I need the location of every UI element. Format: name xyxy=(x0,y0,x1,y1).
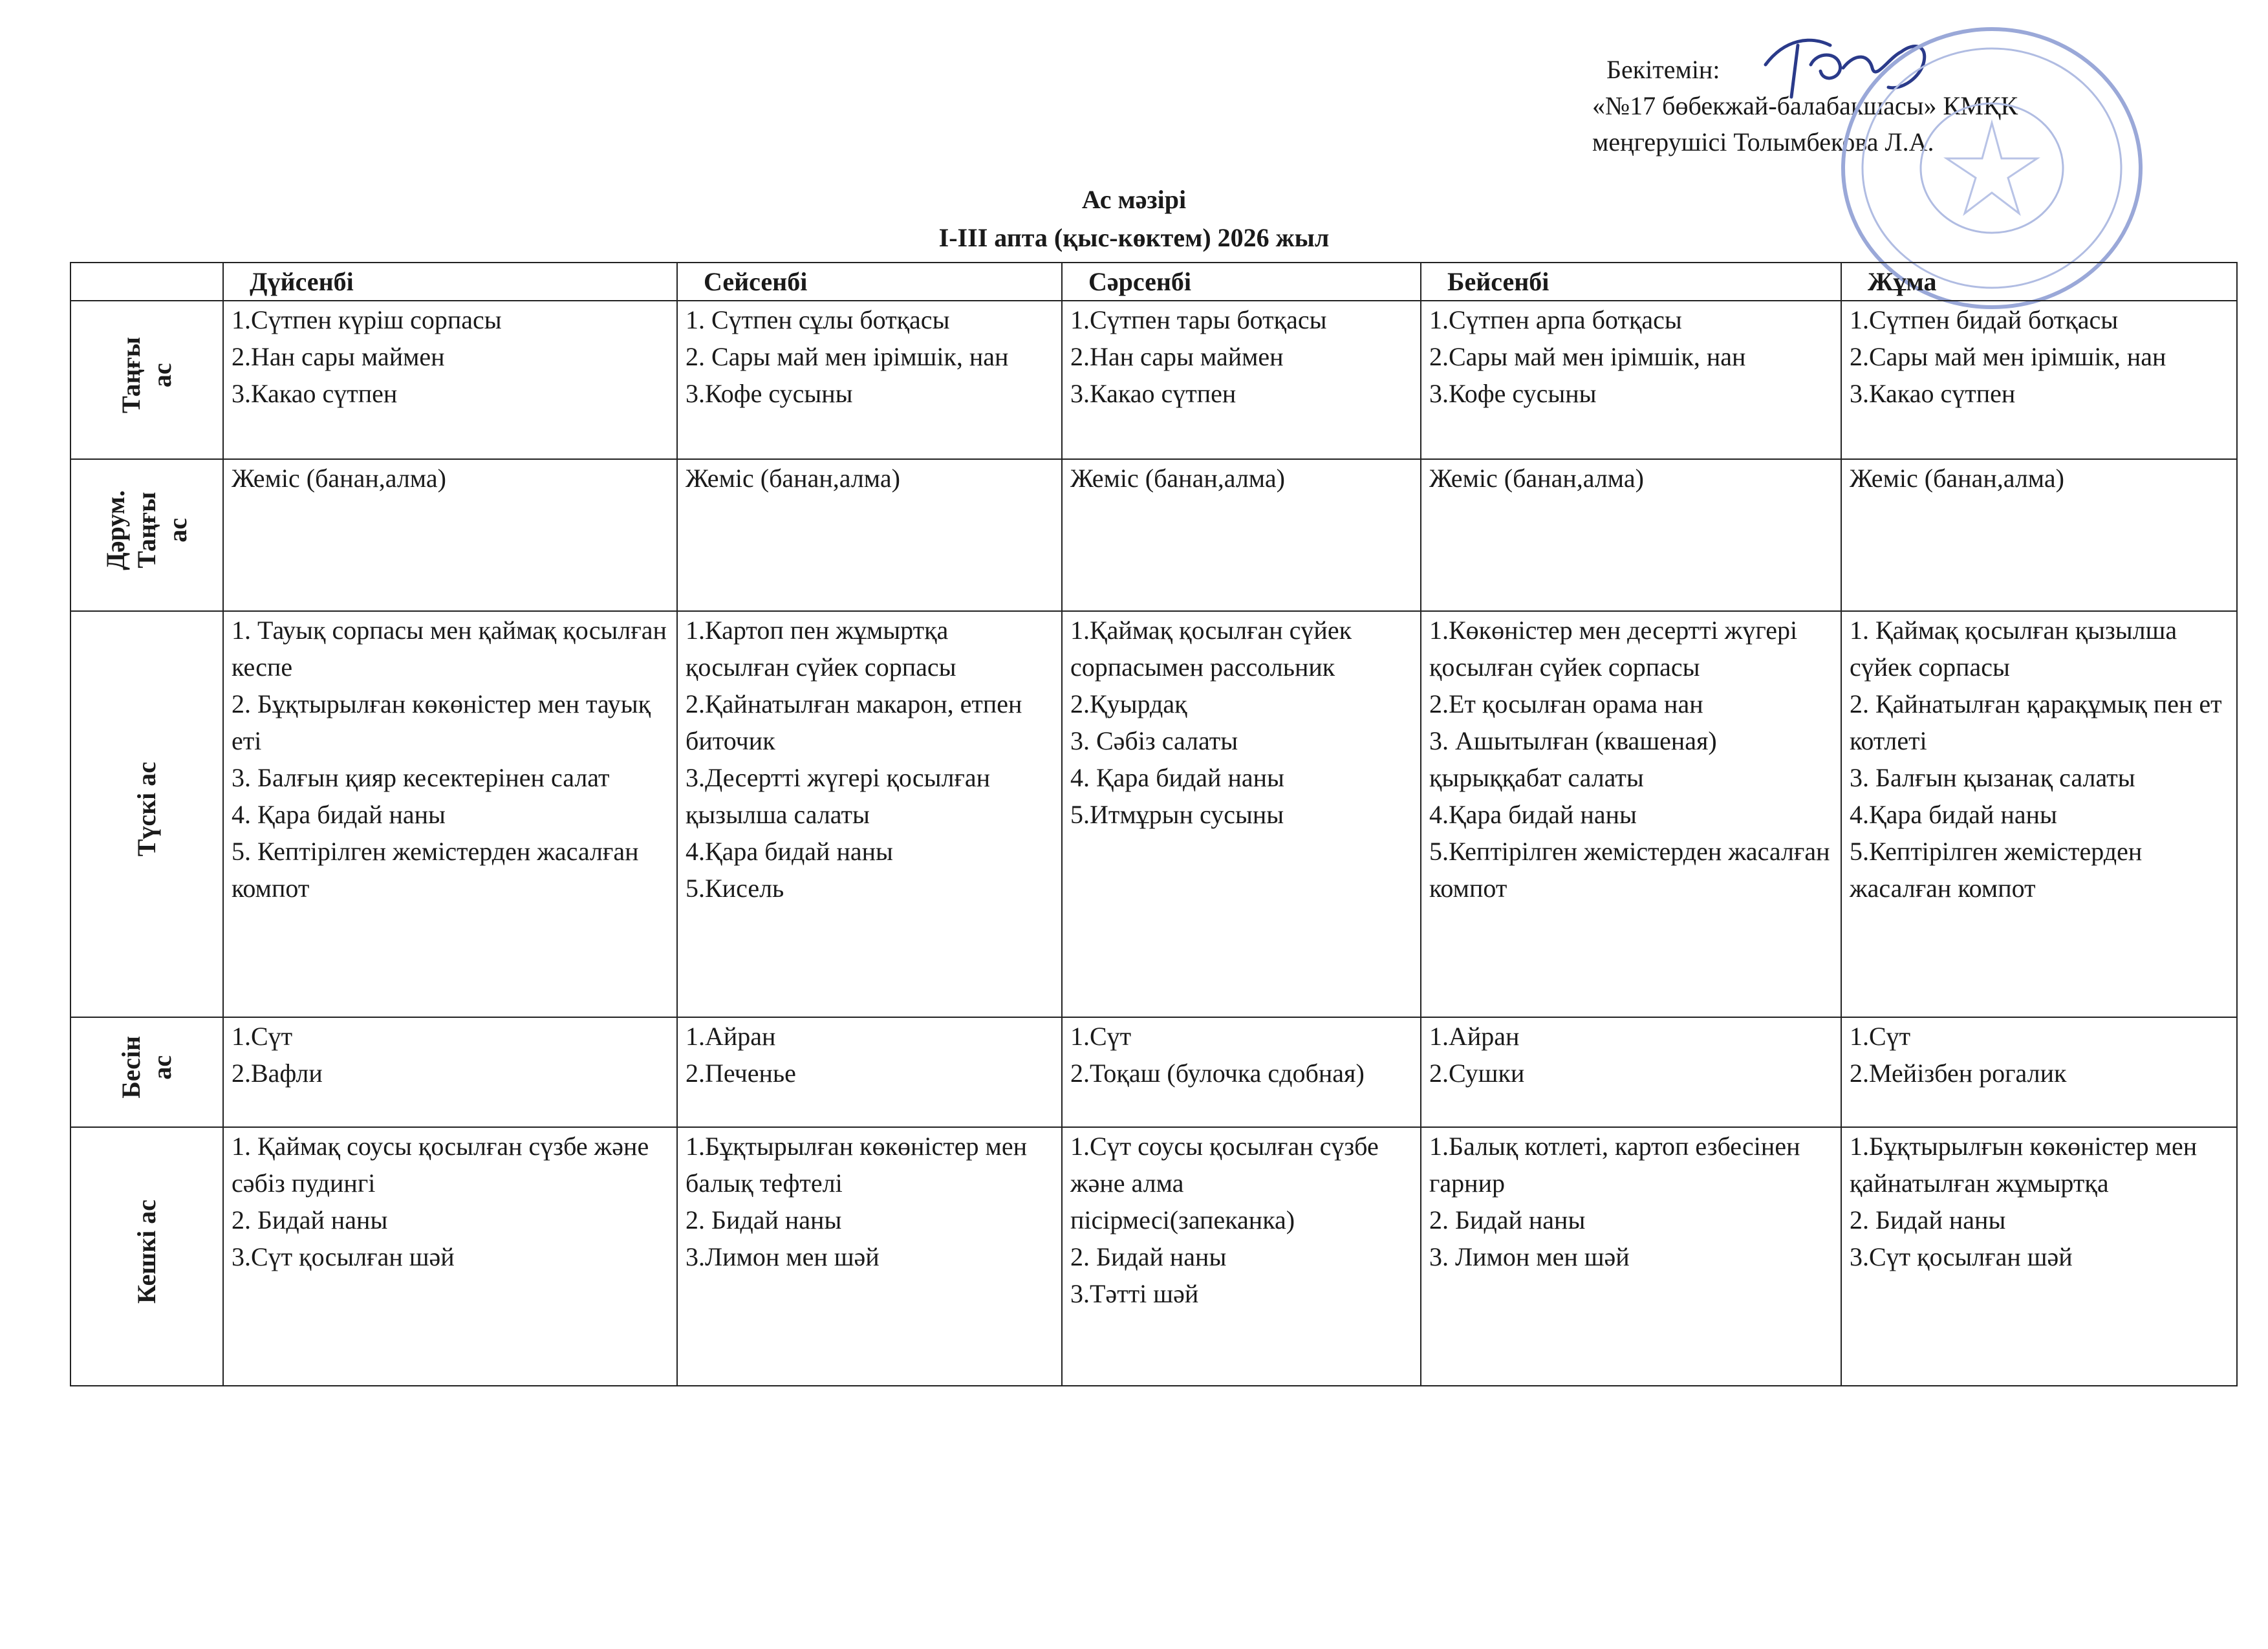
dish-item: 1.Айран xyxy=(686,1022,776,1051)
meal-label-text: Кешкі ас xyxy=(132,1200,161,1304)
dish-item: 1. Тауық сорпасы мен қаймақ қосылған кеспе xyxy=(232,616,667,682)
dish-item: 2.Вафли xyxy=(232,1059,323,1088)
dish-item: 2. Бұқтырылған көкөністер мен тауық еті xyxy=(232,689,651,755)
dish-item: 2. Бидай наны xyxy=(232,1205,388,1234)
dish-item: 1.Сүт xyxy=(1070,1022,1132,1051)
dish-item: 3.Кофе сусыны xyxy=(686,379,853,408)
menu-cell xyxy=(1421,301,1841,459)
menu-cell xyxy=(223,611,677,1017)
day-header: Сейсенбі xyxy=(677,263,1062,301)
dish-item: 2.Сушки xyxy=(1429,1059,1525,1088)
meal-label-text: Таңғы ас xyxy=(116,336,177,414)
dish-item: 1.Бұқтырылғын көкөністер мен қайнатылған жұмыртқа xyxy=(1850,1132,2198,1198)
dish-item: 5.Кисель xyxy=(686,874,784,903)
menu-cell xyxy=(1421,1127,1841,1386)
dish-item: 1.Сүт соусы қосылған сүзбе және алма пісірмесі(запеканка) xyxy=(1070,1132,1379,1234)
dish-item: 1. Сүтпен сұлы ботқасы xyxy=(686,305,950,334)
approval-head: меңгерушісі Толымбекова Л.А. xyxy=(1592,127,1934,156)
menu-cell xyxy=(1421,1017,1841,1127)
dish-item: 3. Лимон мен шәй xyxy=(1429,1242,1630,1271)
dish-item: 2. Бидай наны xyxy=(1070,1242,1227,1271)
dish-item: 1.Сүтпен күріш сорпасы xyxy=(232,305,502,334)
meal-label xyxy=(70,459,223,611)
dish-item: 1.Балық котлеті, картоп езбесінен гарнир xyxy=(1429,1132,1800,1198)
dish-item: 1.Бұқтырылған көкөністер мен балық тефтелі xyxy=(686,1132,1028,1198)
meal-label xyxy=(70,611,223,1017)
menu-cell xyxy=(223,1127,677,1386)
menu-cell xyxy=(1421,459,1841,611)
dish-item: 3.Какао сүтпен xyxy=(232,379,398,408)
approval-label: Бекітемін: xyxy=(1606,55,1720,84)
dish-item: 5.Кептірілген жемістерден жасалған компот xyxy=(1850,837,2143,903)
dish-item: 2. Сары май мен ірімшік, нан xyxy=(686,342,1009,371)
meal-label xyxy=(70,1017,223,1127)
dish-item: Жеміс (банан,алма) xyxy=(686,464,900,493)
dish-item: 4.Қара бидай наны xyxy=(1429,800,1637,829)
dish-item: 2.Сары май мен ірімшік, нан xyxy=(1429,342,1746,371)
menu-cell xyxy=(223,1017,677,1127)
table-row xyxy=(70,611,2237,1017)
dish-item: 3. Ашытылған (квашеная) қырыққабат салаты xyxy=(1429,726,1717,792)
dish-item: 5. Кептірілген жемістерден жасалған компот xyxy=(232,837,639,903)
dish-item: 1.Сүтпен бидай ботқасы xyxy=(1850,305,2119,334)
dish-item: 4. Қара бидай наны xyxy=(1070,763,1284,792)
dish-item: 3.Тәтті шәй xyxy=(1070,1279,1199,1308)
dish-item: 1.Картоп пен жұмыртқа қосылған сүйек сорпасы xyxy=(686,616,956,682)
day-header: Дүйсенбі xyxy=(223,263,677,301)
table-row xyxy=(70,1127,2237,1386)
dish-item: Жеміс (банан,алма) xyxy=(1070,464,1285,493)
dish-item: 1.Сүт xyxy=(1850,1022,1911,1051)
dish-item: 3.Десертті жүгері қосылған қызылша салаты xyxy=(686,763,991,829)
menu-cell xyxy=(1062,459,1421,611)
menu-cell xyxy=(223,301,677,459)
dish-item: 2.Нан сары маймен xyxy=(1070,342,1284,371)
page-title: Ас мәзірі xyxy=(1081,185,1187,214)
menu-cell xyxy=(1062,611,1421,1017)
dish-item: 3.Какао сүтпен xyxy=(1850,379,2016,408)
dish-item: 2. Бидай наны xyxy=(1429,1205,1586,1234)
dish-item: Жеміс (банан,алма) xyxy=(1850,464,2064,493)
approval-organization: «№17 бөбекжай-балабакшасы» КМҚК xyxy=(1592,91,2018,120)
dish-item: 1.Сүт xyxy=(232,1022,293,1051)
page-subtitle: I-III апта (қыс-көктем) 2026 жыл xyxy=(938,223,1330,252)
menu-cell xyxy=(677,611,1062,1017)
menu-cell xyxy=(223,459,677,611)
table-row xyxy=(70,301,2237,459)
menu-cell xyxy=(1841,611,2237,1017)
dish-item: 5.Итмұрын сусыны xyxy=(1070,800,1284,829)
dish-item: 3. Балғын қияр кесектерінен салат xyxy=(232,763,610,792)
dish-item: 2.Мейізбен рогалик xyxy=(1850,1059,2067,1088)
dish-item: 2.Сары май мен ірімшік, нан xyxy=(1850,342,2166,371)
dish-item: 1.Сүтпен тары ботқасы xyxy=(1070,305,1327,334)
dish-item: 1.Сүтпен арпа ботқасы xyxy=(1429,305,1682,334)
dish-item: 2. Бидай наны xyxy=(686,1205,842,1234)
table-header-row xyxy=(70,263,2237,301)
dish-item: 5.Кептірілген жемістерден жасалған компот xyxy=(1429,837,1830,903)
dish-item: 3.Сүт қосылған шәй xyxy=(1850,1242,2073,1271)
day-header: Сәрсенбі xyxy=(1062,263,1421,301)
dish-item: 1.Айран xyxy=(1429,1022,1520,1051)
day-header: Жұма xyxy=(1841,263,2237,301)
menu-cell xyxy=(677,301,1062,459)
day-header: Бейсенбі xyxy=(1421,263,1841,301)
menu-cell xyxy=(1062,301,1421,459)
dish-item: 4.Қара бидай наны xyxy=(686,837,893,866)
dish-item: 1. Қаймақ қосылған қызылша сүйек сорпасы xyxy=(1850,616,2177,682)
header-corner xyxy=(70,263,223,301)
dish-item: 2.Ет қосылған орама нан xyxy=(1429,689,1703,718)
dish-item: 3. Сәбіз салаты xyxy=(1070,726,1238,755)
dish-item: Жеміс (банан,алма) xyxy=(1429,464,1644,493)
meal-label xyxy=(70,1127,223,1386)
menu-cell xyxy=(1062,1017,1421,1127)
dish-item: 3.Какао сүтпен xyxy=(1070,379,1237,408)
dish-item: 3.Сүт қосылған шәй xyxy=(232,1242,455,1271)
dish-item: 2.Печенье xyxy=(686,1059,796,1088)
menu-cell xyxy=(1841,301,2237,459)
dish-item: 4.Қара бидай наны xyxy=(1850,800,2057,829)
dish-item: 2. Қайнатылған қарақұмық пен ет котлеті xyxy=(1850,689,2222,755)
dish-item: 1. Қаймақ соусы қосылған сүзбе және сәбіз пудингі xyxy=(232,1132,649,1198)
table-row xyxy=(70,1017,2237,1127)
dish-item: 2.Қайнатылған макарон, етпен биточик xyxy=(686,689,1022,755)
dish-item: Жеміс (банан,алма) xyxy=(232,464,446,493)
dish-item: 3. Балғын қызанақ салаты xyxy=(1850,763,2135,792)
menu-cell xyxy=(1062,1127,1421,1386)
menu-cell xyxy=(1841,459,2237,611)
dish-item: 1.Қаймақ қосылған сүйек сорпасымен рассольник xyxy=(1070,616,1352,682)
dish-item: 1.Көкөністер мен десертті жүгері қосылған сүйек сорпасы xyxy=(1429,616,1798,682)
meal-label-text: Түскі ас xyxy=(132,762,161,857)
dish-item: 2.Нан сары маймен xyxy=(232,342,445,371)
menu-cell xyxy=(677,1017,1062,1127)
dish-item: 4. Қара бидай наны xyxy=(232,800,446,829)
dish-item: 2. Бидай наны xyxy=(1850,1205,2006,1234)
menu-cell xyxy=(1841,1127,2237,1386)
dish-item: 3.Лимон мен шәй xyxy=(686,1242,880,1271)
menu-cell xyxy=(677,459,1062,611)
menu-cell xyxy=(1421,611,1841,1017)
menu-cell xyxy=(1841,1017,2237,1127)
meal-label-text: Дәрум. Таңғы ас xyxy=(101,490,192,570)
dish-item: 2.Тоқаш (булочка сдобная) xyxy=(1070,1059,1365,1088)
meal-label-text: Бесін ас xyxy=(116,1036,177,1099)
meal-label xyxy=(70,301,223,459)
menu-table xyxy=(70,262,2238,1386)
dish-item: 2.Қуырдақ xyxy=(1070,689,1187,718)
menu-cell xyxy=(677,1127,1062,1386)
table-row xyxy=(70,459,2237,611)
dish-item: 3.Кофе сусыны xyxy=(1429,379,1597,408)
